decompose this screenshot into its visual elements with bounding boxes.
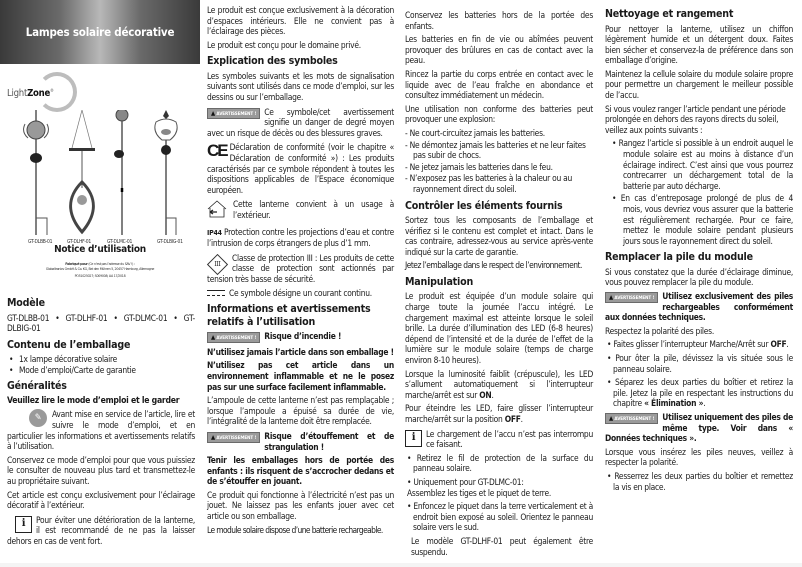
warning-badge: ▲ AVERTISSEMENT ! <box>605 292 658 303</box>
protection-class-iii-icon: III <box>207 254 228 275</box>
column-4: Nettoyage et rangement Pour nettoyer la lanterne, utilisez un chiffon légèrement humide et un détergent doux. Faites bien sécher et conservez-la de préférence dans son emballage d’origine. Maintenez la cellule solaire du module solaire propre pour permettre un chargement le meilleur possible de l’accu. Si vous voulez ranger l’article pendant une période prolongée en dehors des rayons directs du soleil, veillez aux points suivants : • Rangez l’article si possible à un endroit auquel le module solaire est au moins à distance d’un éclairage indirect. C’est ainsi que vous pourrez contrecarrer un déchargement total de la batterie par auto décharge. • En cas d’entreposage prolongé de plus de 4 mois, vous devriez vous assurer que la batterie est régulièrement rechargée. Pour ce faire, mettez le module solaire pendant plusieurs jours sous le rayonnement direct du soleil. Remplacer la pile du module Si vous constatez que la durée d’éclairage diminue, vous pouvez remplacer la pile du module. ▲ AVERTISSEMENT ! Utilisez exclusivement des piles rechargeables conformément aux données techniques. Respectez la polarité des piles. • Faites glisser l’interrupteur Marche/Arrêt sur OFF. • Pour ôter la pile, dévissez la vis située sous le panneau solaire. • Séparez les deux parties du boîtier et retirez la pile. Jetez la pile en respectant les instructions du chapitre « Élimination ». ▲ AVERTISSEMENT ! Utilisez uniquement des piles de même type. Voir dans « Données techniques ». Lorsque vous insérez les piles neuves, veillez à respecter la polarité. • Resserrez les deux parties du boîtier et remettez la vis en place. <box>605 8 793 492</box>
warning-triangle-icon: ▲ <box>211 433 216 441</box>
lightzone-logo: LightZone® <box>7 72 77 112</box>
ip44-mark: IP44 <box>207 228 222 237</box>
lamp-label: GT-DLMC-01 <box>107 239 133 245</box>
list-item: • Uniquement pour GT-DLMC-01: <box>407 476 524 487</box>
column-1-body: Modèle GT-DLBB-01 • GT-DLHF-01 • GT-DLMC-01 • GT-DLBIG-01 Contenu de l’emballage • 1x lampe décorative solaire • Mode d’emploi/Carte de garantie Généralités Veuillez lire le mode d’emploi et le garder ✎ Avant mise en service de l’article, lire et suivre le mode d’emploi, et en particulier les informations et avertissements relatifs à l’utilisation. Conservez ce mode d’emploi pour que vous puissiez le consulter de nouveau plus tard et transmettez-le au propriétaire suivant. Cet article est conçu exclusivement pour l’éclairage décoratif à l’extérieur. i Pour éviter une détérioration de la lanterne, il est recommandé de ne pas la laisser dehors en cas de vent fort. <box>7 292 195 550</box>
lamp-label: GT-DLBIG-01 <box>157 239 183 245</box>
section-heading-replace-battery: Remplacer la pile du module <box>605 251 753 264</box>
battery-replacement-steps <box>605 339 793 409</box>
warning-triangle-icon: ▲ <box>211 109 216 117</box>
notice-title: Notice d’utilisation <box>54 244 146 255</box>
storage-tips <box>605 138 793 246</box>
lamp-label: GT-DLHF-01 <box>67 239 92 245</box>
warning-triangle-icon: ▲ <box>211 334 216 342</box>
list-item: • Rangez l’article si possible à un endroit auquel le module solaire est au moins à distance d’un éclairage indirect. C’est ainsi que vous pourrez contrecarrer un déchargement total de la batterie par auto décharge. <box>612 138 793 191</box>
list-item: • Faites glisser l’interrupteur Marche/Arrêt sur OFF. <box>607 339 789 350</box>
list-item: • Enfoncez le piquet dans la terre verticalement et à endroit bien exposé au soleil. Orientez le panneau solaire vers le sud. <box>407 501 593 533</box>
list-item: • Séparez les deux parties du boîtier et retirez la pile. Jetez la pile en respectant les instructions du chapitre « Élimination ». <box>607 377 793 409</box>
section-heading-contents: Contenu de l’emballage <box>7 338 131 351</box>
list-item: - Ne jetez jamais les batteries dans le feu. <box>405 161 553 172</box>
contents-list <box>7 354 195 375</box>
model-list: GT-DLBB-01 • GT-DLHF-01 • GT-DLMC-01 • GT-DLBIG-01 <box>7 312 195 334</box>
lamp-illustrations <box>0 110 200 240</box>
section-heading-handling: Manipulation <box>405 275 474 288</box>
section-heading-usage-warnings: Informations et avertissements relatifs à l’utilisation <box>207 303 371 328</box>
column-1 <box>0 0 200 546</box>
info-icon: i <box>15 516 32 533</box>
lamp-label: GT-DLBB-01 <box>28 239 53 245</box>
column-2: Le produit est conçue exclusivement à la décoration d’espaces intérieurs. Elle ne convient pas à l’éclairage des pièces. Le produit est conçu pour le domaine privé. Explication des symboles Les symboles suivants et les mots de signalisation suivants sont utilisés dans ce mode d’emploi, sur les dessins ou sur l’emballage. ▲ AVERTISSEMENT ! Ce symbole/cet avertissement signifie un danger de degré moyen avec un risque de décès ou des blessures graves. CE Déclaration de conformité (voir le chapitre « Déclaration de conformité ») : Les produits caractérisés par ce symbole répondent à toutes les dispositions applicables de l’Espace économique européen. Cette lanterne convient à un usage à l’extérieur. IP44 Protection contre les projections d’eau et contre l’intrusion de corps étrangers de plus d’1 mm. III Classe de protection III : Les produits de cette classe de protection sont actionnés par tension très basse de sécurité. Ce symbole désigne un courant continu. Informations et avertissements relatifs à l’utilisation ▲ AVERTISSEMENT ! Risque d’incendie ! N’utilisez jamais l’article dans son emballage ! N’utilisez pas cet article dans un environnement inflammable et ne le posez pas sur une surface facilement inflammable. L’ampoule de cette lanterne n’est pas remplaçable ; lorsque l’ampoule a épuisé sa durée de vie, l’intégralité de la lanterne doit être remplacée. ▲ AVERTISSEMENT ! Risque d’étouffement et de strangulation ! Tenir les emballages hors de portée des enfants : ils risquent de s’accrocher dedans et de s’étouffer en jouant. Ce produit qui fonctionne à l’électricité n’est pas un jouet. Ne laissez pas les enfants jouer avec cet article ou son emballage. Le module solaire dispose d’une batterie rechargeable. <box>207 5 394 535</box>
list-item: - Ne démontez jamais les batteries et ne leur faites pas subir de chocs. <box>405 139 586 161</box>
list-item: • Pour ôter la pile, dévissez la vis située sous le panneau solaire. <box>607 353 793 374</box>
column-3: Conservez les batteries hors de la portée des enfants. Les batteries en fin de vie ou abîmées peuvent provoquer des brûlures en cas de contact avec la peau. Rincez la partie du corps entrée en contact avec le liquide avec de l’eau fraîche en abondance et consultez immédiatement un médecin. Une utilisation non conforme des batteries peut provoquer une explosion: - Ne court-circuitez jamais les batteries. - Ne démontez jamais les batteries et ne leur faites pas subir de chocs. - Ne jetez jamais les batteries dans le feu. - N’exposez pas les batteries à la chaleur ou au rayonnement direct du soleil. Contrôler les éléments fournis Sortez tous les composants de l’emballage et vérifiez si le contenu est complet et intact. Dans le cas contraire, adressez-vous au service après-vente indiqué sur la carte de garantie. Jetez l’emballage dans le respect de l’environnement. Manipulation Le produit est équipée d’un module solaire qui charge toute la journée l’accu intégré. Le chargement maximal est atteinte lorsque le soleil brille. La durée d’illumination des LED (6-8 heures) dépend de l’intensité et de la durée de l’effet de la lumière sur le module solaire (temps de charge environ 8-10 heures). Lorsque la luminosité faiblit (crépuscule), les LED s’allument automatiquement si l’interrupteur marche/arrêt est sur ON. Pour éteindre les LED, faire glisser l’interrupteur marche/arrêt sur la position OFF. i Le chargement de l’accu n’est pas interrompu ce faisant. • Retirez le fil de protection de la surface du panneau solaire. • Uniquement pour GT-DLMC-01: Assemblez les tiges et le piquet de terre. • Enfoncez le piquet dans la terre verticalement et à endroit bien exposé au soleil. Orientez le panneau solaire vers le sud. Le modèle GT-DLHF-01 peut également être suspendu. <box>405 10 593 557</box>
warning-badge: ▲ AVERTISSEMENT ! <box>207 432 260 443</box>
manufacturer-info: Fabriqué pour (Ce n’est pas l’adresse du SAV !) : Globaltronics GmbH & Co. KG, Bei den Mühren 5, 20457 Hamburg, Allemagne PO51025027; S009008; AA 17/2018 <box>45 262 155 278</box>
list-item: • Retirez le fil de protection de la surface du panneau solaire. <box>407 452 593 474</box>
warning-badge: ▲ AVERTISSEMENT ! <box>207 332 260 343</box>
warning-badge: ▲ AVERTISSEMENT ! <box>605 413 658 424</box>
list-item: • En cas d’entreposage prolongé de plus de 4 mois, vous devriez vous assurer que la batterie est régulièrement rechargée. Pour ce faire, mettez le module solaire pendant plusieurs jours sous le rayonnement direct du soleil. <box>612 193 793 246</box>
product-title: Lampes solaire décorative <box>25 24 175 39</box>
list-item: - Ne court-circuitez jamais les batteries. <box>405 127 545 138</box>
subheading-read-manual: Veuillez lire le mode d’emploi et le garder <box>7 395 180 406</box>
setup-steps: • Retirez le fil de protection de la surface du panneau solaire. • Uniquement pour GT-DLMC-01: Assemblez les tiges et le piquet de terre. • Enfoncez le piquet dans la terre verticalement et à endroit bien exposé au soleil. Orientez le panneau solaire vers le sud. Le modèle GT-DLHF-01 peut également être suspendu. <box>407 452 593 557</box>
list-item: • Resserrez les deux parties du boîtier et remettez la vis en place. <box>607 470 793 492</box>
lamp-gt-dlbig-icon <box>152 110 187 235</box>
battery-safety-list <box>405 128 593 195</box>
direct-current-icon <box>207 290 225 296</box>
warning-triangle-icon: ▲ <box>609 294 614 302</box>
section-heading-cleaning: Nettoyage et rangement <box>605 8 734 20</box>
section-heading-check-contents: Contrôler les éléments fournis <box>405 199 563 212</box>
page-bottom-edge <box>0 563 802 567</box>
list-item: - N’exposez pas les batteries à la chaleur ou au rayonnement direct du soleil. <box>405 173 573 194</box>
warning-badge: ▲ AVERTISSEMENT ! <box>207 108 260 119</box>
section-heading-general: Généralités <box>7 380 67 393</box>
section-heading-model: Modèle <box>7 297 45 309</box>
section-heading-symbols: Explication des symboles <box>207 55 338 68</box>
list-item: • 1x lampe décorative solaire <box>7 354 195 365</box>
list-item: • Mode d’emploi/Carte de garantie <box>7 365 195 376</box>
title-banner <box>0 0 200 64</box>
warning-triangle-icon: ▲ <box>609 415 614 422</box>
ce-mark-icon: CE <box>207 141 227 161</box>
outdoor-use-icon <box>207 200 227 218</box>
lamp-gt-dlbb-icon <box>22 110 52 235</box>
read-manual-icon: ✎ <box>29 409 47 427</box>
lamp-gt-dlmc-icon <box>110 110 135 235</box>
info-icon: i <box>405 430 422 447</box>
lamp-gt-dlhf-icon <box>62 110 102 235</box>
